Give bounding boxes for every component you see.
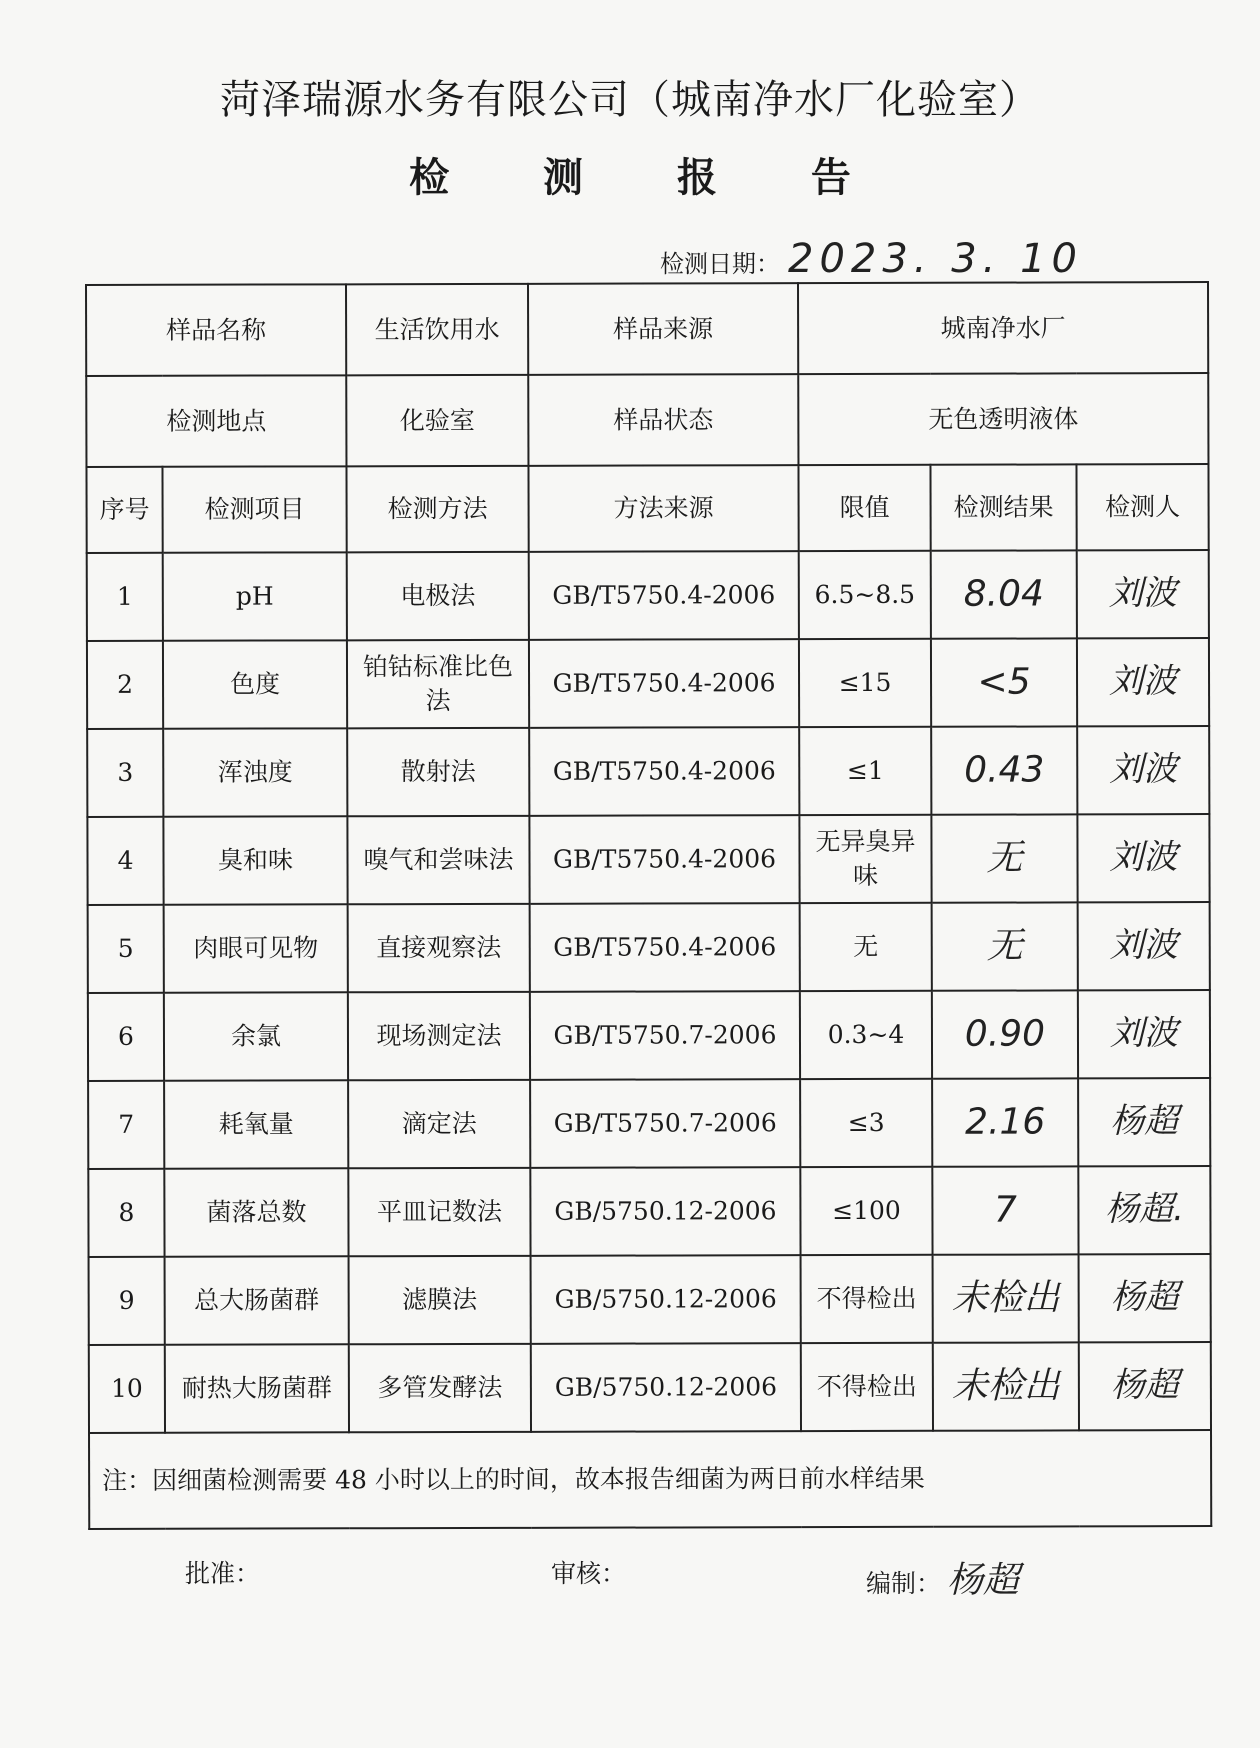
sample-state-value: 无色透明液体 (798, 373, 1208, 465)
sample-source-value: 城南净水厂 (798, 282, 1208, 374)
row-source: GB/T5750.7-2006 (530, 1079, 800, 1168)
row-result: 0.90 (932, 990, 1078, 1078)
col-header-source: 方法来源 (528, 465, 798, 552)
company-name: 菏泽瑞源水务有限公司（城南净水厂化验室） (220, 77, 1040, 123)
table-row (87, 638, 1209, 729)
row-limit: 不得检出 (801, 1343, 933, 1431)
row-item: 浑浊度 (163, 728, 347, 816)
col-header-limit: 限值 (798, 465, 930, 551)
approve-field (185, 1554, 260, 1590)
date-label: 检测日期： (660, 250, 780, 278)
row-limit: 无异臭异味 (799, 815, 931, 903)
row-method: 铂钴标准比色法 (347, 640, 529, 728)
table-row (87, 550, 1209, 641)
row-item: 臭和味 (163, 816, 347, 904)
row-source: GB/5750.12-2006 (531, 1343, 801, 1432)
sample-source-label: 样品来源 (528, 283, 798, 375)
row-item: 菌落总数 (164, 1168, 348, 1256)
row-limit: ≤100 (800, 1167, 932, 1255)
col-header-item: 检测项目 (162, 466, 346, 552)
row-limit: 0.3~4 (800, 991, 932, 1079)
row-result: 无 (932, 902, 1078, 990)
report-title: 检 测 报 告 (409, 154, 891, 201)
row-tester-signature: 杨超 (1079, 1254, 1211, 1342)
row-result: 7 (932, 1166, 1078, 1254)
row-item: 肉眼可见物 (164, 904, 348, 992)
row-method: 滤膜法 (349, 1256, 531, 1344)
row-result: 0.43 (931, 726, 1077, 814)
row-method: 嗅气和尝味法 (347, 816, 529, 904)
row-source: GB/5750.12-2006 (531, 1255, 801, 1344)
row-no: 2 (87, 641, 163, 729)
row-method: 直接观察法 (348, 904, 530, 992)
col-header-tester: 检测人 (1076, 464, 1208, 550)
row-source: GB/T5750.4-2006 (529, 551, 799, 640)
row-item: 余氯 (164, 992, 348, 1080)
row-method: 多管发酵法 (349, 1344, 531, 1432)
row-no: 9 (89, 1257, 165, 1345)
table-row (88, 1078, 1210, 1169)
row-tester-signature: 杨超. (1078, 1166, 1210, 1254)
location-label: 检测地点 (86, 375, 346, 467)
row-limit: ≤3 (800, 1079, 932, 1167)
review-field (551, 1554, 626, 1590)
table-row (88, 902, 1210, 993)
note-row (89, 1430, 1211, 1529)
sample-name-value: 生活饮用水 (346, 284, 528, 375)
row-tester-signature: 杨超 (1078, 1078, 1210, 1166)
row-no: 3 (87, 729, 163, 817)
row-limit: 无 (800, 903, 932, 991)
col-header-result: 检测结果 (930, 464, 1076, 550)
compile-signature: 杨超 (947, 1560, 1020, 1601)
row-result: <5 (931, 638, 1077, 726)
row-limit: ≤1 (799, 727, 931, 815)
row-method: 散射法 (347, 728, 529, 816)
row-result: 无 (931, 814, 1077, 902)
row-source: GB/T5750.7-2006 (530, 991, 800, 1080)
row-no: 4 (87, 817, 163, 905)
row-method: 滴定法 (348, 1080, 530, 1168)
row-item: 色度 (163, 640, 347, 728)
row-item: 总大肠菌群 (165, 1256, 349, 1344)
row-limit: ≤15 (799, 639, 931, 727)
review-label: 审核： (551, 1559, 627, 1588)
row-no: 1 (87, 553, 163, 641)
row-source: GB/T5750.4-2006 (529, 639, 799, 728)
table-row (88, 990, 1210, 1081)
row-no: 7 (88, 1081, 164, 1169)
row-source: GB/T5750.4-2006 (530, 903, 800, 992)
row-no: 8 (88, 1169, 164, 1257)
column-header-row (86, 464, 1208, 553)
date-handwritten: 2023. 3. 10 (788, 236, 1084, 282)
table-row (87, 726, 1209, 817)
report-note: 注：因细菌检测需要 48 小时以上的时间，故本报告细菌为两日前水样结果 (89, 1430, 1211, 1529)
row-result: 未检出 (933, 1342, 1079, 1430)
sample-state-label: 样品状态 (528, 374, 798, 466)
compile-field (866, 1552, 1019, 1603)
row-no: 5 (88, 905, 164, 993)
row-tester-signature: 杨超 (1079, 1342, 1211, 1430)
row-no: 10 (89, 1345, 165, 1433)
row-tester-signature: 刘波 (1077, 814, 1209, 902)
table-row (89, 1342, 1211, 1433)
info-row-sample (86, 282, 1208, 376)
row-method: 电极法 (347, 552, 529, 640)
table-row (88, 1166, 1210, 1257)
row-method: 平皿记数法 (348, 1168, 530, 1256)
row-method: 现场测定法 (348, 992, 530, 1080)
row-tester-signature: 刘波 (1077, 638, 1209, 726)
report-table (85, 281, 1212, 1530)
row-source: GB/5750.12-2006 (530, 1167, 800, 1256)
row-source: GB/T5750.4-2006 (529, 815, 799, 904)
row-limit: 6.5~8.5 (799, 551, 931, 639)
row-result: 2.16 (932, 1078, 1078, 1166)
col-header-no: 序号 (86, 467, 162, 553)
test-date (660, 236, 1083, 282)
row-tester-signature: 刘波 (1077, 726, 1209, 814)
location-value: 化验室 (346, 375, 528, 466)
row-result: 8.04 (931, 550, 1077, 638)
info-row-location (86, 373, 1208, 467)
approve-label: 批准： (185, 1559, 261, 1588)
row-limit: 不得检出 (801, 1255, 933, 1343)
table-row (89, 1254, 1211, 1345)
row-item: 耐热大肠菌群 (165, 1344, 349, 1432)
row-item: pH (163, 552, 347, 640)
row-tester-signature: 刘波 (1077, 550, 1209, 638)
row-tester-signature: 刘波 (1078, 902, 1210, 990)
row-tester-signature: 刘波 (1078, 990, 1210, 1078)
row-result: 未检出 (933, 1254, 1079, 1342)
row-no: 6 (88, 993, 164, 1081)
table-row (87, 814, 1209, 905)
col-header-method: 检测方法 (346, 466, 528, 552)
sample-name-label: 样品名称 (86, 284, 346, 376)
compile-label: 编制： (866, 1569, 942, 1598)
row-item: 耗氧量 (164, 1080, 348, 1168)
row-source: GB/T5750.4-2006 (529, 727, 799, 816)
